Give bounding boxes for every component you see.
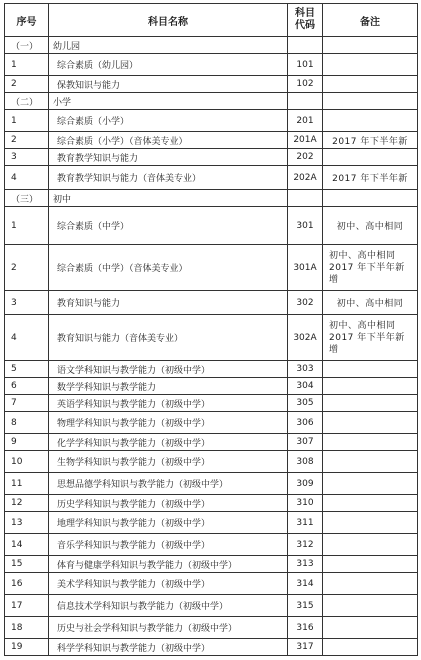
row-subject-code: 202 [288,149,323,166]
table-row [5,378,418,395]
row-subject-name: 生物学科知识与教学能力（初级中学） [49,451,288,473]
row-note [323,395,418,412]
row-subject-name: 历史学科知识与教学能力（初级中学） [49,495,288,512]
row-note [323,617,418,639]
row-index: 3 [5,291,49,315]
row-note [323,639,418,656]
row-subject-name: 物理学科知识与教学能力（初级中学） [49,412,288,434]
table-row [5,573,418,595]
row-note [323,76,418,93]
row-subject-code: 307 [288,434,323,451]
row-index: 1 [5,110,49,132]
row-subject-code: 201 [288,110,323,132]
row-subject-code: 305 [288,395,323,412]
table-row [5,361,418,378]
row-note [323,473,418,495]
row-index: 14 [5,534,49,556]
row-subject-code: 316 [288,617,323,639]
row-note: 2017 年下半年新 [323,132,418,149]
row-note [323,110,418,132]
row-index: 9 [5,434,49,451]
row-index: 16 [5,573,49,595]
header-subject-name: 科目名称 [49,4,288,37]
section-row [5,93,418,110]
table-row [5,291,418,315]
row-index: 1 [5,54,49,76]
row-subject-code: 101 [288,54,323,76]
table-row [5,166,418,190]
row-note [323,595,418,617]
row-index: 6 [5,378,49,395]
row-note [323,190,418,207]
row-index: 15 [5,556,49,573]
row-subject-code: 313 [288,556,323,573]
row-subject-name: 数学学科知识与教学能力 [49,378,288,395]
row-subject-name: 历史与社会学科知识与教学能力（初级中学） [49,617,288,639]
row-note [323,495,418,512]
table-row [5,495,418,512]
row-note [323,93,418,110]
row-subject-name: 综合素质（幼儿园） [49,54,288,76]
row-subject-name: 英语学科知识与教学能力（初级中学） [49,395,288,412]
table-row [5,315,418,361]
row-subject-code: 312 [288,534,323,556]
row-index: 12 [5,495,49,512]
row-subject-name: 教育教学知识与能力 [49,149,288,166]
row-subject-name: 幼儿园 [49,37,288,54]
row-subject-name: 初中 [49,190,288,207]
row-subject-code: 102 [288,76,323,93]
subject-code-table-container [4,3,417,656]
row-index: （二） [5,93,49,110]
row-index: 8 [5,412,49,434]
row-index: 2 [5,245,49,291]
row-index: 2 [5,132,49,149]
row-subject-code: 314 [288,573,323,595]
row-note [323,378,418,395]
row-subject-name: 体育与健康学科知识与教学能力（初级中学） [49,556,288,573]
row-index: 17 [5,595,49,617]
row-note [323,573,418,595]
row-subject-code [288,37,323,54]
row-subject-code: 303 [288,361,323,378]
row-index: 3 [5,149,49,166]
row-subject-code [288,190,323,207]
row-note [323,512,418,534]
table-header-row [5,4,418,37]
row-subject-code: 311 [288,512,323,534]
row-index: 13 [5,512,49,534]
table-row [5,556,418,573]
row-note: 初中、高中相同 [323,207,418,245]
row-subject-name: 信息技术学科知识与教学能力（初级中学） [49,595,288,617]
row-subject-name: 化学学科知识与教学能力（初级中学） [49,434,288,451]
section-row [5,190,418,207]
row-subject-code: 301A [288,245,323,291]
subject-code-table [4,3,418,656]
row-subject-name: 小学 [49,93,288,110]
table-row [5,76,418,93]
row-subject-name: 综合素质（小学）（音体美专业） [49,132,288,149]
row-subject-name: 语文学科知识与教学能力（初级中学） [49,361,288,378]
row-subject-code: 308 [288,451,323,473]
header-note: 备注 [323,4,418,37]
row-subject-name: 综合素质（小学） [49,110,288,132]
row-subject-name: 地理学科知识与教学能力（初级中学） [49,512,288,534]
row-subject-name: 音乐学科知识与教学能力（初级中学） [49,534,288,556]
row-subject-code: 302A [288,315,323,361]
row-note [323,434,418,451]
table-row [5,595,418,617]
row-subject-name: 保教知识与能力 [49,76,288,93]
row-index: 1 [5,207,49,245]
table-row [5,54,418,76]
row-index: 11 [5,473,49,495]
row-subject-code: 201A [288,132,323,149]
table-row [5,512,418,534]
row-subject-name: 思想品德学科知识与教学能力（初级中学） [49,473,288,495]
row-subject-name: 科学学科知识与教学能力（初级中学） [49,639,288,656]
row-subject-code: 317 [288,639,323,656]
row-index: 10 [5,451,49,473]
row-subject-code: 306 [288,412,323,434]
row-index: 5 [5,361,49,378]
table-row [5,132,418,149]
table-row [5,451,418,473]
table-row [5,395,418,412]
row-subject-name: 教育知识与能力 [49,291,288,315]
table-row [5,473,418,495]
row-subject-code: 310 [288,495,323,512]
section-row [5,37,418,54]
row-note: 初中、高中相同 2017 年下半年新增 [323,245,418,291]
row-subject-name: 综合素质（中学）（音体美专业） [49,245,288,291]
table-row [5,110,418,132]
table-body [5,37,418,656]
row-index: 18 [5,617,49,639]
row-index: 2 [5,76,49,93]
row-note: 2017 年下半年新 [323,166,418,190]
row-subject-code: 309 [288,473,323,495]
row-note [323,37,418,54]
table-row [5,149,418,166]
row-index: 7 [5,395,49,412]
row-subject-code [288,93,323,110]
row-note [323,451,418,473]
row-note [323,54,418,76]
table-row [5,245,418,291]
row-note: 初中、高中相同 2017 年下半年新增 [323,315,418,361]
header-index: 序号 [5,4,49,37]
row-index: 4 [5,166,49,190]
table-row [5,639,418,656]
header-subject-code: 科目代码 [288,4,323,37]
table-row [5,434,418,451]
row-subject-name: 教育知识与能力（音体美专业） [49,315,288,361]
table-row [5,412,418,434]
row-index: （三） [5,190,49,207]
row-note [323,361,418,378]
row-subject-code: 202A [288,166,323,190]
row-index: 4 [5,315,49,361]
row-note: 初中、高中相同 [323,291,418,315]
row-note [323,149,418,166]
row-subject-name: 教育教学知识与能力（音体美专业） [49,166,288,190]
table-row [5,617,418,639]
row-subject-code: 302 [288,291,323,315]
row-note [323,412,418,434]
row-index: 19 [5,639,49,656]
row-subject-name: 美术学科知识与教学能力（初级中学） [49,573,288,595]
row-note [323,534,418,556]
table-row [5,207,418,245]
row-subject-code: 301 [288,207,323,245]
row-subject-code: 315 [288,595,323,617]
row-subject-code: 304 [288,378,323,395]
table-row [5,534,418,556]
row-note [323,556,418,573]
row-index: （一） [5,37,49,54]
row-subject-name: 综合素质（中学） [49,207,288,245]
